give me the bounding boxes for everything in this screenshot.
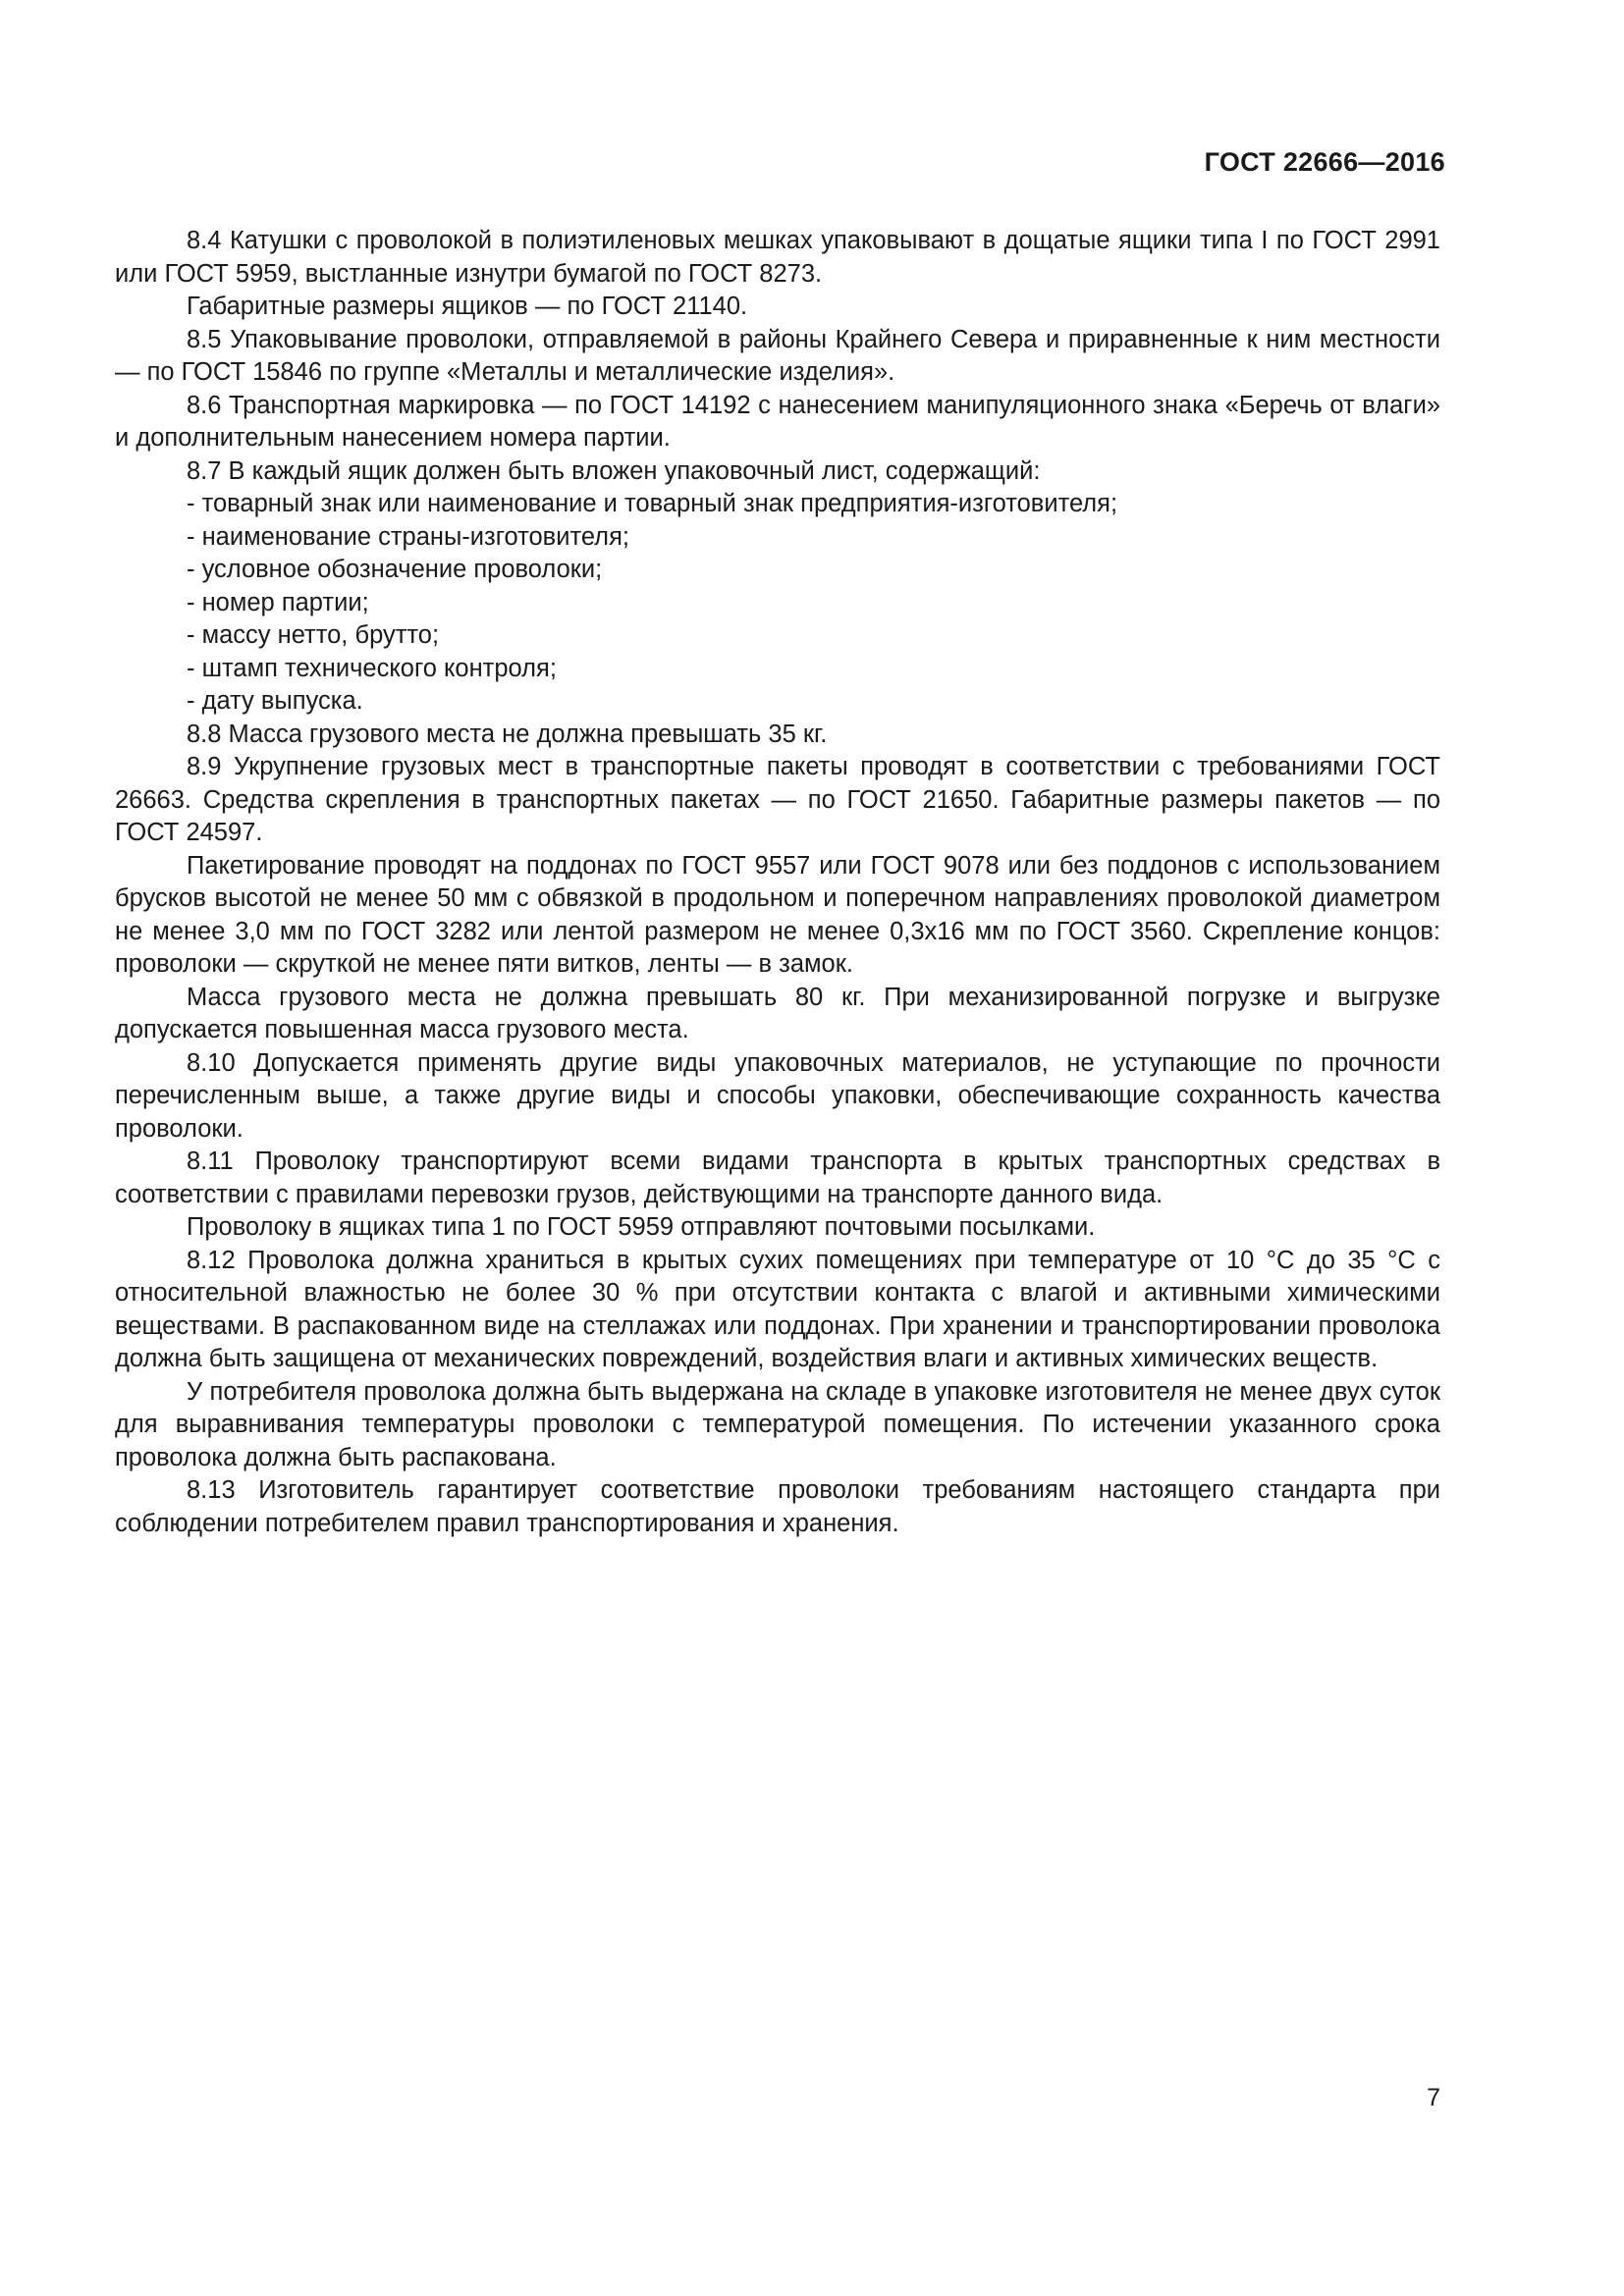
paragraph-palletizing: Пакетирование проводят на поддонах по ГОСТ 9557 или ГОСТ 9078 или без поддонов с использованием брусков высотой не менее 50 мм с обвязкой в продольном и поперечном направлениях проволокой диаметром не менее 3,0 мм по ГОСТ 3282 или лентой размером не менее 0,3х16 мм по ГОСТ 3560. Скрепление концов: проволоки — скруткой не менее пяти витков, ленты — в замок. [115, 851, 1440, 978]
list-item-stamp: - штамп технического контроля; [187, 654, 557, 682]
list-item-trademark: - товарный знак или наименование и товарный знак предприятия-изготовителя; [187, 490, 1118, 517]
paragraph-8-10: 8.10 Допускается применять другие виды упаковочных материалов, не уступающие по прочности перечисленным выше, а также другие виды и способы упаковки, обеспечивающие сохранность качества проволоки. [115, 1048, 1440, 1143]
paragraph-8-9: 8.9 Укрупнение грузовых мест в транспортные пакеты проводят в соответствии с требованиями ГОСТ 26663. Средства скрепления в транспортных пакетах — по ГОСТ 21650. Габаритные размеры пакетов — по ГОСТ 24597. [115, 753, 1440, 846]
list-item-designation: - условное обозначение проволоки; [187, 556, 603, 583]
paragraph-box-dimensions: Габаритные размеры ящиков — по ГОСТ 21140. [187, 293, 748, 320]
list-item-country: - наименование страны-изготовителя; [187, 522, 629, 551]
paragraph-consumer: У потребителя проволока должна быть выдержана на складе в упаковке изготовителя не менее двух суток для выравнивания температуры проволоки с температурой помещения. По истечении указанного срока проволока должна быть распакована. [115, 1377, 1440, 1471]
paragraph-8-8: 8.8 Масса грузового места не должна превышать 35 кг. [187, 720, 828, 748]
paragraph-8-4: 8.4 Катушки с проволокой в полиэтиленовых мешках упаковывают в дощатые ящики типа I по ГОСТ 2991 или ГОСТ 5959, выстланные изнутри бумагой по ГОСТ 8273. [115, 227, 1440, 288]
paragraph-8-13: 8.13 Изготовитель гарантирует соответствие проволоки требованиям настоящего стандарта при соблюдении потребителем правил транспортирования и хранения. [115, 1476, 1440, 1537]
page-number: 7 [1427, 2084, 1440, 2111]
paragraph-8-6: 8.6 Транспортная маркировка — по ГОСТ 14192 с нанесением манипуляционного знака «Беречь от влаги» и дополнительным нанесением номера партии. [115, 391, 1440, 452]
paragraph-8-12: 8.12 Проволока должна храниться в крытых сухих помещениях при температуре от 10 °С до 35 °С с относительной влажностью не более 30 % при отсутствии контакта с влагой и активными химическими веществами. В распакованном виде на стеллажах или поддонах. При хранении и транспортировании проволока должна быть защищена от механических повреждений, воздействия влаги и активных химических веществ. [115, 1246, 1440, 1372]
paragraph-8-11: 8.11 Проволоку транспортируют всеми видами транспорта в крытых транспортных средствах в соответствии с правилами перевозки грузов, действующими на транспорте данного вида. [115, 1148, 1440, 1208]
paragraph-cargo-mass: Масса грузового места не должна превышать 80 кг. При механизированной погрузке и выгрузке допускается повышенная масса грузового места. [115, 983, 1440, 1043]
list-item-batch-number: - номер партии; [187, 588, 369, 616]
list-item-mass: - массу нетто, брутто; [187, 621, 440, 649]
paragraph-8-7: 8.7 В каждый ящик должен быть вложен упаковочный лист, содержащий: [187, 456, 1041, 485]
document-code-header: ГОСТ 22666—2016 [1204, 147, 1445, 177]
paragraph-postal: Проволоку в ящиках типа 1 по ГОСТ 5959 отправляют почтовыми посылками. [187, 1213, 1096, 1241]
document-body [115, 225, 1440, 1540]
list-item-release-date: - дату выпуска. [187, 687, 363, 715]
paragraph-8-5: 8.5 Упаковывание проволоки, отправляемой в районы Крайнего Севера и приравненные к ним местности — по ГОСТ 15846 по группе «Металлы и металлические изделия». [115, 325, 1440, 386]
